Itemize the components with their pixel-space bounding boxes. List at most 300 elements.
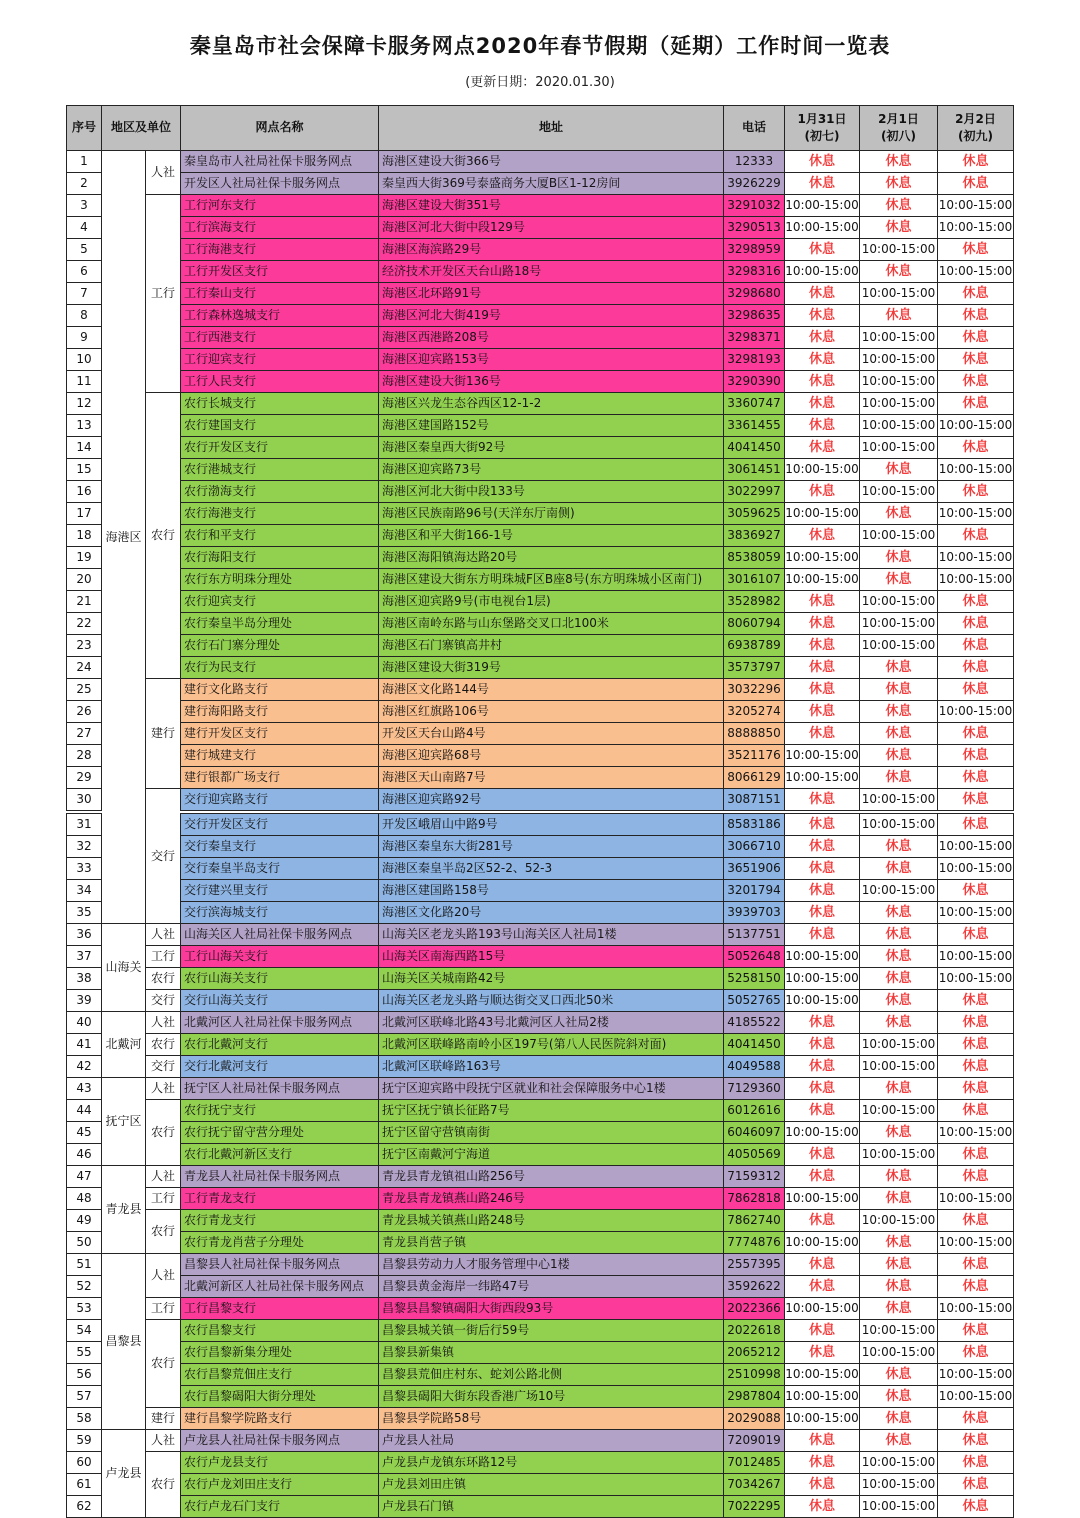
table-row xyxy=(66,1232,1013,1254)
schedule-day3-cell: 10:00-15:00 xyxy=(938,261,1014,283)
row-number-cell: 59 xyxy=(66,1430,101,1452)
schedule-day1-cell: 休息 xyxy=(785,701,860,723)
row-number-cell: 54 xyxy=(66,1320,101,1342)
table-row xyxy=(66,1034,1013,1056)
branch-name-cell: 工行山海关支行 xyxy=(181,946,379,968)
col-header-name: 网点名称 xyxy=(181,106,379,151)
row-number-cell: 51 xyxy=(66,1254,101,1276)
schedule-day1-cell: 10:00-15:00 xyxy=(785,1188,860,1210)
schedule-day2-cell: 休息 xyxy=(860,151,938,173)
schedule-day1-cell: 休息 xyxy=(785,789,860,813)
schedule-day1-cell: 休息 xyxy=(785,481,860,503)
schedule-day2-cell: 10:00-15:00 xyxy=(860,239,938,261)
schedule-day2-cell: 休息 xyxy=(860,1122,938,1144)
row-number-cell: 48 xyxy=(66,1188,101,1210)
schedule-day2-cell: 10:00-15:00 xyxy=(860,1342,938,1364)
schedule-day2-cell: 10:00-15:00 xyxy=(860,789,938,813)
address-cell: 青龙县青龙镇燕山路246号 xyxy=(379,1188,724,1210)
schedule-day3-cell: 10:00-15:00 xyxy=(938,1188,1014,1210)
branch-name-cell: 农行卢龙县支行 xyxy=(181,1452,379,1474)
schedule-day2-cell: 休息 xyxy=(860,305,938,327)
schedule-day3-cell: 10:00-15:00 xyxy=(938,1232,1014,1254)
branch-name-cell: 农行昌黎碣阳大街分理处 xyxy=(181,1386,379,1408)
phone-cell: 2065212 xyxy=(724,1342,785,1364)
address-cell: 海港区北环路91号 xyxy=(379,283,724,305)
schedule-day3-cell: 10:00-15:00 xyxy=(938,1386,1014,1408)
schedule-day2-cell: 10:00-15:00 xyxy=(860,635,938,657)
phone-cell: 2987804 xyxy=(724,1386,785,1408)
schedule-day2-cell: 休息 xyxy=(860,1298,938,1320)
table-row xyxy=(66,569,1013,591)
address-cell: 海港区迎宾路68号 xyxy=(379,745,724,767)
schedule-day1-cell: 休息 xyxy=(785,1430,860,1452)
schedule-day2-cell: 10:00-15:00 xyxy=(860,812,938,836)
schedule-table xyxy=(66,105,1014,1518)
phone-cell: 3573797 xyxy=(724,657,785,679)
address-cell: 开发区峨眉山中路9号 xyxy=(379,812,724,836)
address-cell: 抚宁区留守营镇南街 xyxy=(379,1122,724,1144)
unit-cell: 交行 xyxy=(145,789,180,924)
table-row xyxy=(66,591,1013,613)
col-header-day3 xyxy=(938,106,1014,151)
phone-cell: 3836927 xyxy=(724,525,785,547)
phone-cell: 7862818 xyxy=(724,1188,785,1210)
address-cell: 北戴河区联峰路163号 xyxy=(379,1056,724,1078)
address-cell: 海港区红旗路106号 xyxy=(379,701,724,723)
schedule-day3-cell: 休息 xyxy=(938,349,1014,371)
row-number-cell: 40 xyxy=(66,1012,101,1034)
phone-cell: 3528982 xyxy=(724,591,785,613)
address-cell: 北戴河区联峰北路43号北戴河区人社局2楼 xyxy=(379,1012,724,1034)
row-number-cell: 57 xyxy=(66,1386,101,1408)
address-cell: 抚宁区抚宁镇长征路7号 xyxy=(379,1100,724,1122)
address-cell: 昌黎县城关镇一街后行59号 xyxy=(379,1320,724,1342)
row-number-cell: 55 xyxy=(66,1342,101,1364)
schedule-day2-cell: 休息 xyxy=(860,1430,938,1452)
schedule-day1-cell: 休息 xyxy=(785,880,860,902)
phone-cell: 3298959 xyxy=(724,239,785,261)
schedule-day1-cell: 休息 xyxy=(785,1496,860,1518)
phone-cell: 3521176 xyxy=(724,745,785,767)
address-cell: 海港区迎宾路9号(市电视台1层) xyxy=(379,591,724,613)
phone-cell: 3016107 xyxy=(724,569,785,591)
table-row xyxy=(66,1100,1013,1122)
branch-name-cell: 交行北戴河支行 xyxy=(181,1056,379,1078)
page-title: 秦皇岛市社会保障卡服务网点2020年春节假期（延期）工作时间一览表 xyxy=(189,34,891,58)
schedule-day2-cell: 休息 xyxy=(860,173,938,195)
unit-cell: 人社 xyxy=(145,1254,180,1298)
row-number-cell: 17 xyxy=(66,503,101,525)
row-number-cell: 12 xyxy=(66,393,101,415)
schedule-day3-cell: 10:00-15:00 xyxy=(938,1364,1014,1386)
address-cell: 山海关区老龙头路193号山海关区人社局1楼 xyxy=(379,924,724,946)
schedule-day3-cell: 休息 xyxy=(938,1254,1014,1276)
phone-cell: 6046097 xyxy=(724,1122,785,1144)
schedule-day1-cell: 休息 xyxy=(785,1452,860,1474)
phone-cell: 4049588 xyxy=(724,1056,785,1078)
row-number-cell: 16 xyxy=(66,481,101,503)
address-cell: 海港区秦皇东大街281号 xyxy=(379,836,724,858)
unit-cell: 农行 xyxy=(145,1100,180,1166)
schedule-day1-cell: 10:00-15:00 xyxy=(785,1364,860,1386)
schedule-day2-cell: 休息 xyxy=(860,569,938,591)
unit-cell: 交行 xyxy=(145,990,180,1012)
schedule-day1-cell: 休息 xyxy=(785,1474,860,1496)
day3-date: 2月2日 xyxy=(955,111,996,126)
branch-name-cell: 交行山海关支行 xyxy=(181,990,379,1012)
unit-cell: 人社 xyxy=(145,151,180,195)
schedule-day2-cell: 10:00-15:00 xyxy=(860,591,938,613)
row-number-cell: 26 xyxy=(66,701,101,723)
schedule-day1-cell: 10:00-15:00 xyxy=(785,1298,860,1320)
schedule-day2-cell: 10:00-15:00 xyxy=(860,1452,938,1474)
branch-name-cell: 农行卢龙刘田庄支行 xyxy=(181,1474,379,1496)
day2-date: 2月1日 xyxy=(878,111,919,126)
schedule-day3-cell: 休息 xyxy=(938,437,1014,459)
branch-name-cell: 交行秦皇支行 xyxy=(181,836,379,858)
phone-cell: 4050569 xyxy=(724,1144,785,1166)
row-number-cell: 49 xyxy=(66,1210,101,1232)
branch-name-cell: 建行城建支行 xyxy=(181,745,379,767)
table-row xyxy=(66,349,1013,371)
address-cell: 海港区建设大街351号 xyxy=(379,195,724,217)
branch-name-cell: 农行卢龙石门支行 xyxy=(181,1496,379,1518)
table-row xyxy=(66,1386,1013,1408)
row-number-cell: 43 xyxy=(66,1078,101,1100)
address-cell: 经济技术开发区天台山路18号 xyxy=(379,261,724,283)
schedule-day1-cell: 休息 xyxy=(785,635,860,657)
row-number-cell: 52 xyxy=(66,1276,101,1298)
table-row xyxy=(66,902,1013,924)
schedule-day1-cell: 休息 xyxy=(785,1166,860,1188)
col-header-phone: 电话 xyxy=(724,106,785,151)
phone-cell: 3290390 xyxy=(724,371,785,393)
schedule-day1-cell: 休息 xyxy=(785,437,860,459)
address-cell: 青龙县青龙镇祖山路256号 xyxy=(379,1166,724,1188)
table-row xyxy=(66,1254,1013,1276)
schedule-day3-cell: 10:00-15:00 xyxy=(938,547,1014,569)
phone-cell: 3360747 xyxy=(724,393,785,415)
col-header-region-unit: 地区及单位 xyxy=(101,106,180,151)
unit-cell: 农行 xyxy=(145,393,180,679)
phone-cell: 12333 xyxy=(724,151,785,173)
table-row xyxy=(66,1320,1013,1342)
address-cell: 北戴河区联峰路南岭小区197号(第八人民医院斜对面) xyxy=(379,1034,724,1056)
schedule-day2-cell: 休息 xyxy=(860,745,938,767)
schedule-day2-cell: 10:00-15:00 xyxy=(860,1144,938,1166)
branch-name-cell: 工行西港支行 xyxy=(181,327,379,349)
schedule-day3-cell: 休息 xyxy=(938,591,1014,613)
schedule-day2-cell: 休息 xyxy=(860,1254,938,1276)
schedule-day3-cell: 休息 xyxy=(938,1276,1014,1298)
schedule-day2-cell: 休息 xyxy=(860,1078,938,1100)
table-row xyxy=(66,195,1013,217)
schedule-day2-cell: 休息 xyxy=(860,547,938,569)
row-number-cell: 62 xyxy=(66,1496,101,1518)
table-row xyxy=(66,415,1013,437)
unit-cell: 建行 xyxy=(145,1408,180,1430)
schedule-day2-cell: 休息 xyxy=(860,1386,938,1408)
table-row xyxy=(66,239,1013,261)
address-cell: 海港区建国路158号 xyxy=(379,880,724,902)
row-number-cell: 3 xyxy=(66,195,101,217)
table-row xyxy=(66,547,1013,569)
row-number-cell: 20 xyxy=(66,569,101,591)
row-number-cell: 34 xyxy=(66,880,101,902)
row-number-cell: 4 xyxy=(66,217,101,239)
schedule-day2-cell: 10:00-15:00 xyxy=(860,880,938,902)
phone-cell: 3651906 xyxy=(724,858,785,880)
branch-name-cell: 农行为民支行 xyxy=(181,657,379,679)
schedule-day3-cell: 休息 xyxy=(938,789,1014,813)
schedule-day2-cell: 休息 xyxy=(860,767,938,789)
address-cell: 昌黎县荒佃庄村东、蛇刘公路北侧 xyxy=(379,1364,724,1386)
phone-cell: 7862740 xyxy=(724,1210,785,1232)
schedule-day2-cell: 10:00-15:00 xyxy=(860,1100,938,1122)
region-cell: 海港区 xyxy=(101,151,145,924)
branch-name-cell: 农行昌黎新集分理处 xyxy=(181,1342,379,1364)
schedule-day3-cell: 10:00-15:00 xyxy=(938,836,1014,858)
schedule-day3-cell: 休息 xyxy=(938,767,1014,789)
phone-cell: 3592622 xyxy=(724,1276,785,1298)
table-row xyxy=(66,880,1013,902)
schedule-day1-cell: 10:00-15:00 xyxy=(785,1232,860,1254)
schedule-day3-cell: 休息 xyxy=(938,173,1014,195)
schedule-day1-cell: 休息 xyxy=(785,371,860,393)
branch-name-cell: 山海关区人社局社保卡服务网点 xyxy=(181,924,379,946)
branch-name-cell: 农行开发区支行 xyxy=(181,437,379,459)
day1-date: 1月31日 xyxy=(797,111,847,126)
table-row xyxy=(66,990,1013,1012)
phone-cell: 2029088 xyxy=(724,1408,785,1430)
phone-cell: 2557395 xyxy=(724,1254,785,1276)
schedule-day3-cell: 10:00-15:00 xyxy=(938,968,1014,990)
phone-cell: 4041450 xyxy=(724,1034,785,1056)
table-row xyxy=(66,767,1013,789)
unit-cell: 工行 xyxy=(145,1298,180,1320)
table-row xyxy=(66,657,1013,679)
unit-cell: 农行 xyxy=(145,1320,180,1408)
phone-cell: 3939703 xyxy=(724,902,785,924)
schedule-day2-cell: 休息 xyxy=(860,836,938,858)
phone-cell: 6012616 xyxy=(724,1100,785,1122)
row-number-cell: 2 xyxy=(66,173,101,195)
address-cell: 海港区和平大街166-1号 xyxy=(379,525,724,547)
branch-name-cell: 工行开发区支行 xyxy=(181,261,379,283)
row-number-cell: 36 xyxy=(66,924,101,946)
unit-cell: 农行 xyxy=(145,1210,180,1254)
branch-name-cell: 农行港城支行 xyxy=(181,459,379,481)
branch-name-cell: 农行海港支行 xyxy=(181,503,379,525)
schedule-day1-cell: 休息 xyxy=(785,723,860,745)
phone-cell: 3361455 xyxy=(724,415,785,437)
schedule-day2-cell: 10:00-15:00 xyxy=(860,1496,938,1518)
unit-cell: 人社 xyxy=(145,1078,180,1100)
branch-name-cell: 工行迎宾支行 xyxy=(181,349,379,371)
schedule-day3-cell: 休息 xyxy=(938,990,1014,1012)
schedule-day2-cell: 休息 xyxy=(860,1188,938,1210)
header-row xyxy=(66,106,1013,151)
address-cell: 抚宁区迎宾路中段抚宁区就业和社会保障服务中心1楼 xyxy=(379,1078,724,1100)
address-cell: 昌黎县昌黎镇碣阳大街西段93号 xyxy=(379,1298,724,1320)
row-number-cell: 29 xyxy=(66,767,101,789)
region-cell: 山海关 xyxy=(101,924,145,1012)
schedule-day2-cell: 休息 xyxy=(860,1276,938,1298)
row-number-cell: 5 xyxy=(66,239,101,261)
schedule-day1-cell: 休息 xyxy=(785,836,860,858)
row-number-cell: 27 xyxy=(66,723,101,745)
branch-name-cell: 农行青龙肖营子分理处 xyxy=(181,1232,379,1254)
schedule-day2-cell: 10:00-15:00 xyxy=(860,1210,938,1232)
phone-cell: 5052765 xyxy=(724,990,785,1012)
schedule-day1-cell: 休息 xyxy=(785,1012,860,1034)
address-cell: 海港区建设大街319号 xyxy=(379,657,724,679)
schedule-day3-cell: 休息 xyxy=(938,679,1014,701)
table-row xyxy=(66,1496,1013,1518)
unit-cell: 人社 xyxy=(145,1166,180,1188)
address-cell: 卢龙县石门镇 xyxy=(379,1496,724,1518)
schedule-day1-cell: 休息 xyxy=(785,327,860,349)
address-cell: 海港区河北大街中段129号 xyxy=(379,217,724,239)
schedule-day1-cell: 10:00-15:00 xyxy=(785,1408,860,1430)
branch-name-cell: 工行秦山支行 xyxy=(181,283,379,305)
branch-name-cell: 农行青龙支行 xyxy=(181,1210,379,1232)
schedule-day3-cell: 休息 xyxy=(938,1496,1014,1518)
schedule-day3-cell: 10:00-15:00 xyxy=(938,1122,1014,1144)
branch-name-cell: 农行昌黎支行 xyxy=(181,1320,379,1342)
branch-name-cell: 农行渤海支行 xyxy=(181,481,379,503)
phone-cell: 3061451 xyxy=(724,459,785,481)
table-row xyxy=(66,613,1013,635)
table-row xyxy=(66,481,1013,503)
row-number-cell: 24 xyxy=(66,657,101,679)
table-row xyxy=(66,151,1013,173)
schedule-day1-cell: 休息 xyxy=(785,657,860,679)
row-number-cell: 30 xyxy=(66,789,101,813)
table-row xyxy=(66,723,1013,745)
schedule-day2-cell: 10:00-15:00 xyxy=(860,1474,938,1496)
row-number-cell: 19 xyxy=(66,547,101,569)
schedule-day3-cell: 休息 xyxy=(938,657,1014,679)
schedule-day1-cell: 10:00-15:00 xyxy=(785,1122,860,1144)
branch-name-cell: 工行昌黎支行 xyxy=(181,1298,379,1320)
phone-cell: 7034267 xyxy=(724,1474,785,1496)
table-row xyxy=(66,1122,1013,1144)
phone-cell: 7012485 xyxy=(724,1452,785,1474)
phone-cell: 7159312 xyxy=(724,1166,785,1188)
row-number-cell: 15 xyxy=(66,459,101,481)
row-number-cell: 47 xyxy=(66,1166,101,1188)
schedule-day3-cell: 休息 xyxy=(938,239,1014,261)
address-cell: 海港区河北大街中段133号 xyxy=(379,481,724,503)
branch-name-cell: 农行昌黎荒佃庄支行 xyxy=(181,1364,379,1386)
schedule-day3-cell: 休息 xyxy=(938,1408,1014,1430)
address-cell: 卢龙县人社局 xyxy=(379,1430,724,1452)
schedule-day1-cell: 10:00-15:00 xyxy=(785,195,860,217)
schedule-day1-cell: 10:00-15:00 xyxy=(785,459,860,481)
branch-name-cell: 工行森林逸城支行 xyxy=(181,305,379,327)
row-number-cell: 18 xyxy=(66,525,101,547)
schedule-day2-cell: 10:00-15:00 xyxy=(860,415,938,437)
schedule-day3-cell: 休息 xyxy=(938,1078,1014,1100)
phone-cell: 8538059 xyxy=(724,547,785,569)
schedule-day2-cell: 休息 xyxy=(860,1364,938,1386)
day3-lunar: (初九) xyxy=(958,129,993,143)
schedule-day3-cell: 休息 xyxy=(938,1144,1014,1166)
address-cell: 海港区建设大街136号 xyxy=(379,371,724,393)
schedule-day2-cell: 休息 xyxy=(860,968,938,990)
schedule-day1-cell: 休息 xyxy=(785,1056,860,1078)
schedule-day2-cell: 休息 xyxy=(860,217,938,239)
table-row xyxy=(66,1012,1013,1034)
phone-cell: 3059625 xyxy=(724,503,785,525)
schedule-day1-cell: 10:00-15:00 xyxy=(785,745,860,767)
schedule-day3-cell: 休息 xyxy=(938,723,1014,745)
schedule-day2-cell: 休息 xyxy=(860,701,938,723)
row-number-cell: 35 xyxy=(66,902,101,924)
phone-cell: 8583186 xyxy=(724,812,785,836)
col-header-no: 序号 xyxy=(66,106,101,151)
phone-cell: 3291032 xyxy=(724,195,785,217)
branch-name-cell: 农行抚宁支行 xyxy=(181,1100,379,1122)
schedule-day3-cell: 10:00-15:00 xyxy=(938,946,1014,968)
address-cell: 海港区文化路20号 xyxy=(379,902,724,924)
schedule-day3-cell: 休息 xyxy=(938,305,1014,327)
address-cell: 卢龙县刘田庄镇 xyxy=(379,1474,724,1496)
table-row xyxy=(66,437,1013,459)
schedule-day2-cell: 休息 xyxy=(860,1166,938,1188)
address-cell: 海港区建设大街366号 xyxy=(379,151,724,173)
schedule-day1-cell: 休息 xyxy=(785,1210,860,1232)
address-cell: 山海关区老龙头路与顺达街交叉口西北50米 xyxy=(379,990,724,1012)
phone-cell: 8066129 xyxy=(724,767,785,789)
schedule-day2-cell: 休息 xyxy=(860,723,938,745)
branch-name-cell: 建行海阳路支行 xyxy=(181,701,379,723)
phone-cell: 3298635 xyxy=(724,305,785,327)
schedule-day2-cell: 10:00-15:00 xyxy=(860,349,938,371)
address-cell: 青龙县肖营子镇 xyxy=(379,1232,724,1254)
table-row xyxy=(66,745,1013,767)
table-row xyxy=(66,459,1013,481)
row-number-cell: 50 xyxy=(66,1232,101,1254)
row-number-cell: 9 xyxy=(66,327,101,349)
phone-cell: 3032296 xyxy=(724,679,785,701)
branch-name-cell: 卢龙县人社局社保卡服务网点 xyxy=(181,1430,379,1452)
address-cell: 海港区迎宾路73号 xyxy=(379,459,724,481)
schedule-day3-cell: 休息 xyxy=(938,812,1014,836)
schedule-day1-cell: 休息 xyxy=(785,1254,860,1276)
schedule-day2-cell: 休息 xyxy=(860,679,938,701)
schedule-day1-cell: 10:00-15:00 xyxy=(785,767,860,789)
address-cell: 海港区迎宾路153号 xyxy=(379,349,724,371)
schedule-day2-cell: 10:00-15:00 xyxy=(860,283,938,305)
address-cell: 山海关区关城南路42号 xyxy=(379,968,724,990)
row-number-cell: 31 xyxy=(66,812,101,836)
branch-name-cell: 农行抚宁留守营分理处 xyxy=(181,1122,379,1144)
unit-cell: 农行 xyxy=(145,1034,180,1056)
branch-name-cell: 农行和平支行 xyxy=(181,525,379,547)
schedule-day3-cell: 休息 xyxy=(938,1012,1014,1034)
schedule-day2-cell: 10:00-15:00 xyxy=(860,525,938,547)
phone-cell: 3087151 xyxy=(724,789,785,813)
schedule-day2-cell: 10:00-15:00 xyxy=(860,1320,938,1342)
branch-name-cell: 工行人民支行 xyxy=(181,371,379,393)
schedule-day2-cell: 休息 xyxy=(860,503,938,525)
phone-cell: 2022366 xyxy=(724,1298,785,1320)
address-cell: 海港区文化路144号 xyxy=(379,679,724,701)
phone-cell: 8060794 xyxy=(724,613,785,635)
schedule-day3-cell: 休息 xyxy=(938,393,1014,415)
